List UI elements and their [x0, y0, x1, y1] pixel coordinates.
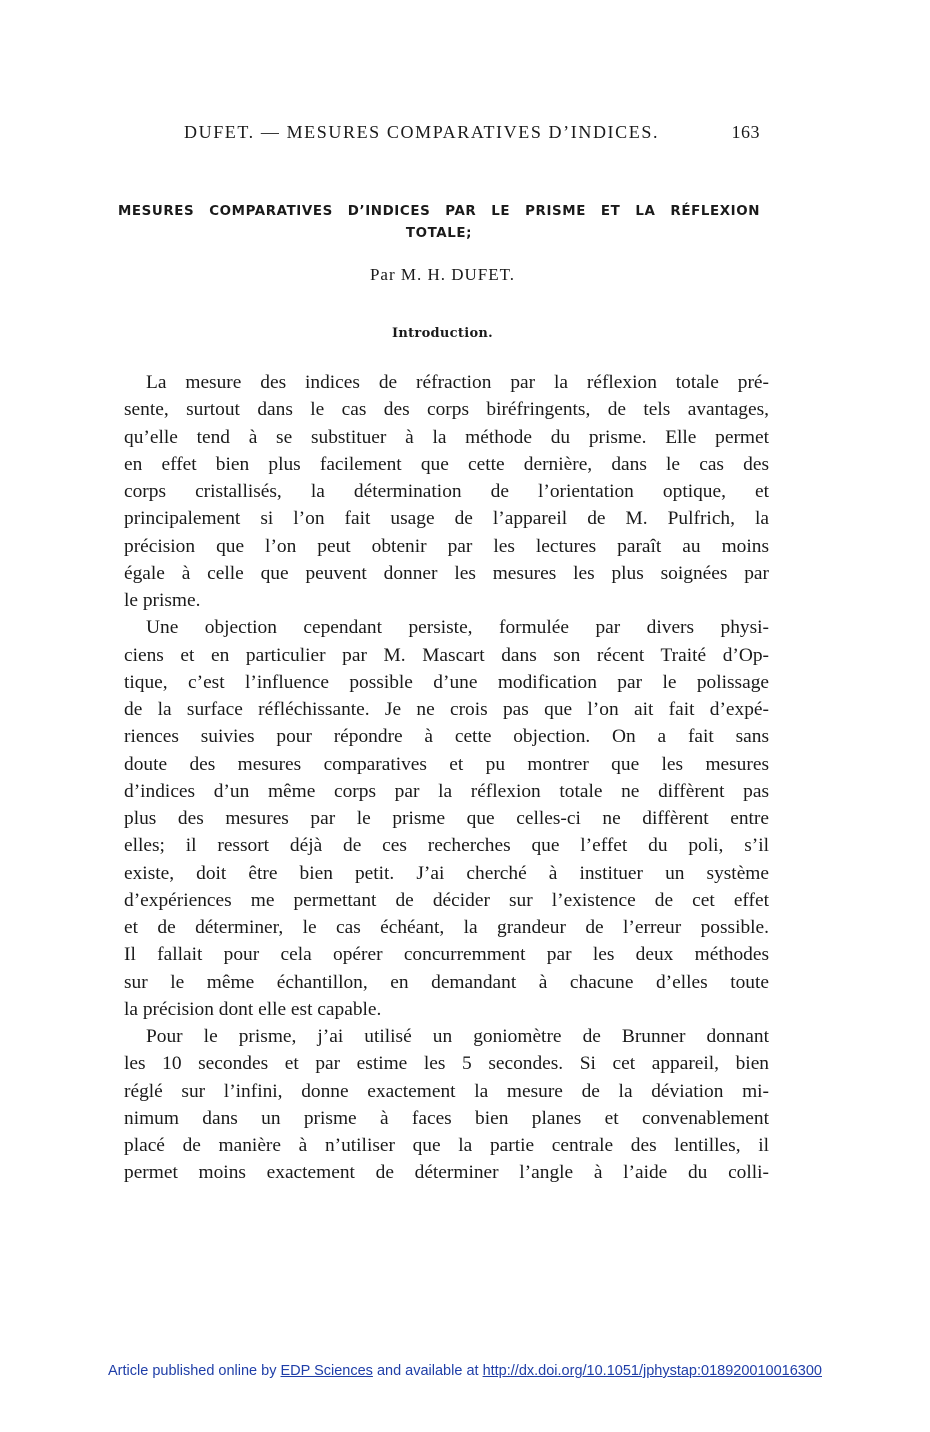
section-heading: Introduction. [391, 326, 493, 341]
text-line: tique, c’est l’influence possible d’une modification par le polissage [124, 671, 769, 693]
publisher-link[interactable]: EDP Sciences [280, 1363, 373, 1379]
text-line: placé de manière à n’utiliser que la partie centrale des lentilles, il [124, 1135, 769, 1156]
text-line: permet moins exactement de déterminer l’angle à l’aide du colli- [124, 1162, 769, 1184]
text-line: Pour le prisme, j’ai utilisé un goniomètre de Brunner donnant [146, 1026, 769, 1047]
text-line: sente, surtout dans le cas des corps biréfringents, de tels avantages, [124, 399, 769, 421]
running-head-title: DUFET. — MESURES COMPARATIVES D’INDICES. [184, 122, 660, 142]
text-line: corps cristallisés, la détermination de l’orientation optique, et [124, 481, 769, 502]
text-line: Une objection cependant persiste, formulée par divers physi- [146, 617, 769, 639]
text-line: le prisme. [124, 590, 201, 611]
text-line: sur le même échantillon, en demandant à chacune d’elles toute [124, 971, 769, 993]
publication-footer [0, 1363, 930, 1379]
doi-link[interactable]: http://dx.doi.org/10.1051/jphystap:018920010016300 [482, 1363, 822, 1379]
text-line: qu’elle tend à se substituer à la méthode du prisme. Elle permet [124, 426, 769, 448]
body-text [124, 369, 769, 1187]
text-line: existe, doit être bien petit. J’ai cherché à instituer un système [124, 862, 769, 884]
footer-middle: and available at [376, 1363, 479, 1379]
text-line: La mesure des indices de réfraction par la réflexion totale pré- [146, 372, 769, 393]
text-line: précision que l’on peut obtenir par les lectures paraît au moins [124, 535, 769, 557]
text-line: doute des mesures comparatives et pu montrer que les mesures [124, 753, 769, 775]
text-line: riences suivies pour répondre à cette objection. On a fait sans [124, 726, 769, 748]
text-line: la précision dont elle est capable. [124, 998, 382, 1020]
text-line: et de déterminer, le cas échéant, la grandeur de l’erreur possible. [124, 917, 769, 938]
article-title-line-1: MESURES COMPARATIVES D’INDICES PAR LE PRISME ET LA RÉFLEXION [118, 204, 760, 219]
text-line: d’expériences me permettant de décider sur l’existence de cet effet [124, 889, 769, 911]
text-line: d’indices d’un même corps par la réflexion totale ne diffèrent pas [124, 780, 769, 802]
text-line: plus des mesures par le prisme que celles-ci ne diffèrent entre [124, 808, 769, 829]
text-line: les 10 secondes et par estime les 5 secondes. Si cet appareil, bien [124, 1053, 769, 1075]
text-line: égale à celle que peuvent donner les mesures les plus soignées par [124, 562, 769, 584]
footer-prefix: Article published online by [108, 1363, 277, 1379]
text-line: Il fallait pour cela opérer concurremment par les deux méthodes [124, 944, 769, 966]
article-title [118, 201, 760, 245]
text-line: principalement si l’on fait usage de l’appareil de M. Pulfrich, la [124, 508, 769, 530]
author-byline: Par M. H. DUFET. [369, 265, 516, 284]
page-number: 163 [731, 122, 760, 142]
text-line: ciens et en particulier par M. Mascart dans son récent Traité d’Op- [124, 644, 769, 666]
text-line: de la surface réfléchissante. Je ne crois pas que l’on ait fait d’expé- [124, 699, 769, 720]
text-line: en effet bien plus facilement que cette dernière, dans le cas des [124, 453, 769, 475]
text-line: réglé sur l’infini, donne exactement la mesure de la déviation mi- [124, 1080, 769, 1102]
article-title-line-2: TOTALE; [405, 226, 473, 241]
text-line: elles; il ressort déjà de ces recherches que l’effet du poli, s’il [124, 835, 769, 857]
text-line: nimum dans un prisme à faces bien planes et convenablement [124, 1107, 769, 1129]
